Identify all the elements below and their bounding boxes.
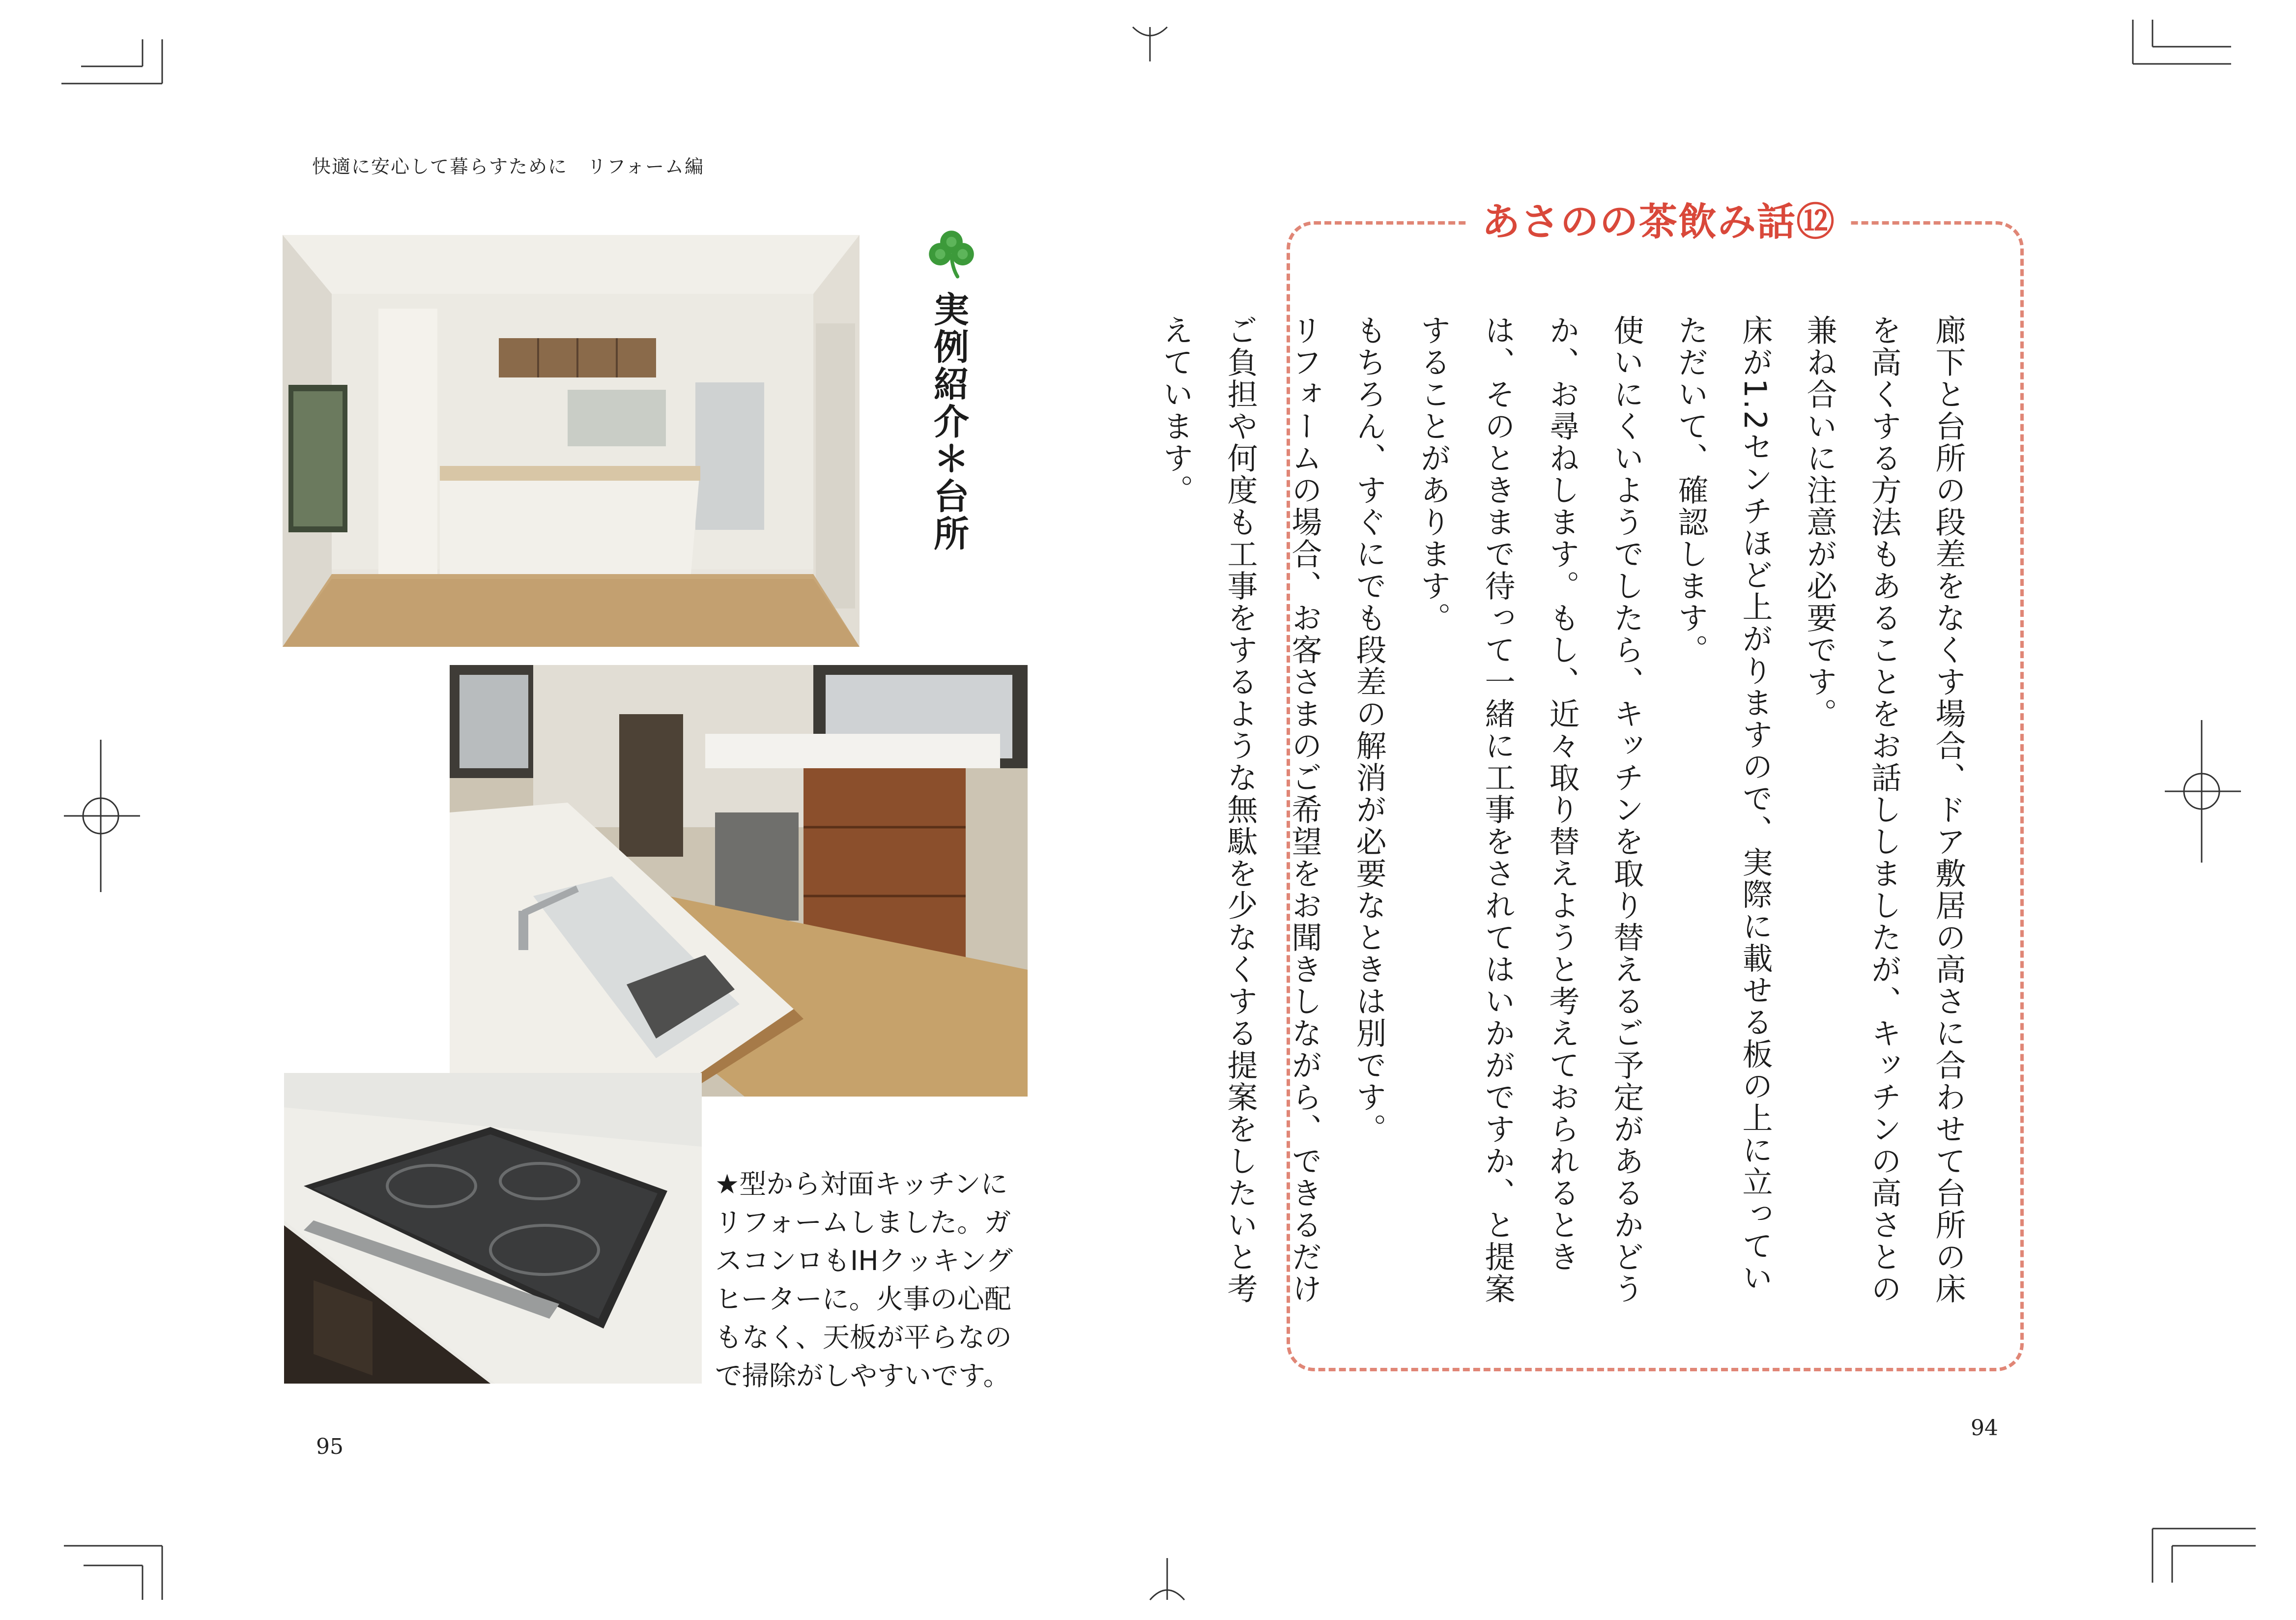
page-number-right: 94 [1971,1416,1998,1441]
photo-caption: ★型から対面キッチンにリフォームしました。ガスコンロもIHクッキングヒーターに。火事の心配もなく、天板が平らなので掃除がしやすいです。 [715,1168,1013,1391]
essay-paragraph: もちろん、すぐにでも段差の解消が必要なときは別です。 [1351,315,1387,1145]
ih-cooktop-photo [284,1073,702,1384]
essay-paragraph: 使いにくいようでしたら、キッチンを取り替えるご予定があるかどうか、お尋ねします。もし、近々取り替えようと考えておられるときは、そのときまで待って一緒に工事をされてはいかがですか、と提案することがあります。 [1415,315,1644,1305]
essay-title: あさのの茶飲み話⑫ [1467,197,1850,248]
page-number-left: 95 [316,1434,344,1459]
essay-paragraph: リフォームの場合、お客さまのご希望をお聞きしながら、できるだけご負担や何度も工事をするような無駄を少なくする提案をしたいと考えています。 [1158,315,1322,1305]
section-title: 実例紹介＊台所 [928,291,969,552]
clover-icon [926,228,977,279]
kitchen-sink-photo [450,665,1028,1097]
kitchen-room-photo [283,235,860,647]
running-head: 快適に安心して暮らすために リフォーム編 [312,156,705,177]
essay-body [1158,315,1980,1312]
essay-paragraph: 床が1.2センチほど上がりますので、実際に載せる板の上に立っていただいて、確認します。 [1673,315,1773,1294]
essay-paragraph: 廊下と台所の段差をなくす場合、ドア敷居の高さに合わせて台所の床を高くする方法もあることをお話ししましたが、キッチンの高さとの兼ね合いに注意が必要です。 [1802,315,1966,1305]
